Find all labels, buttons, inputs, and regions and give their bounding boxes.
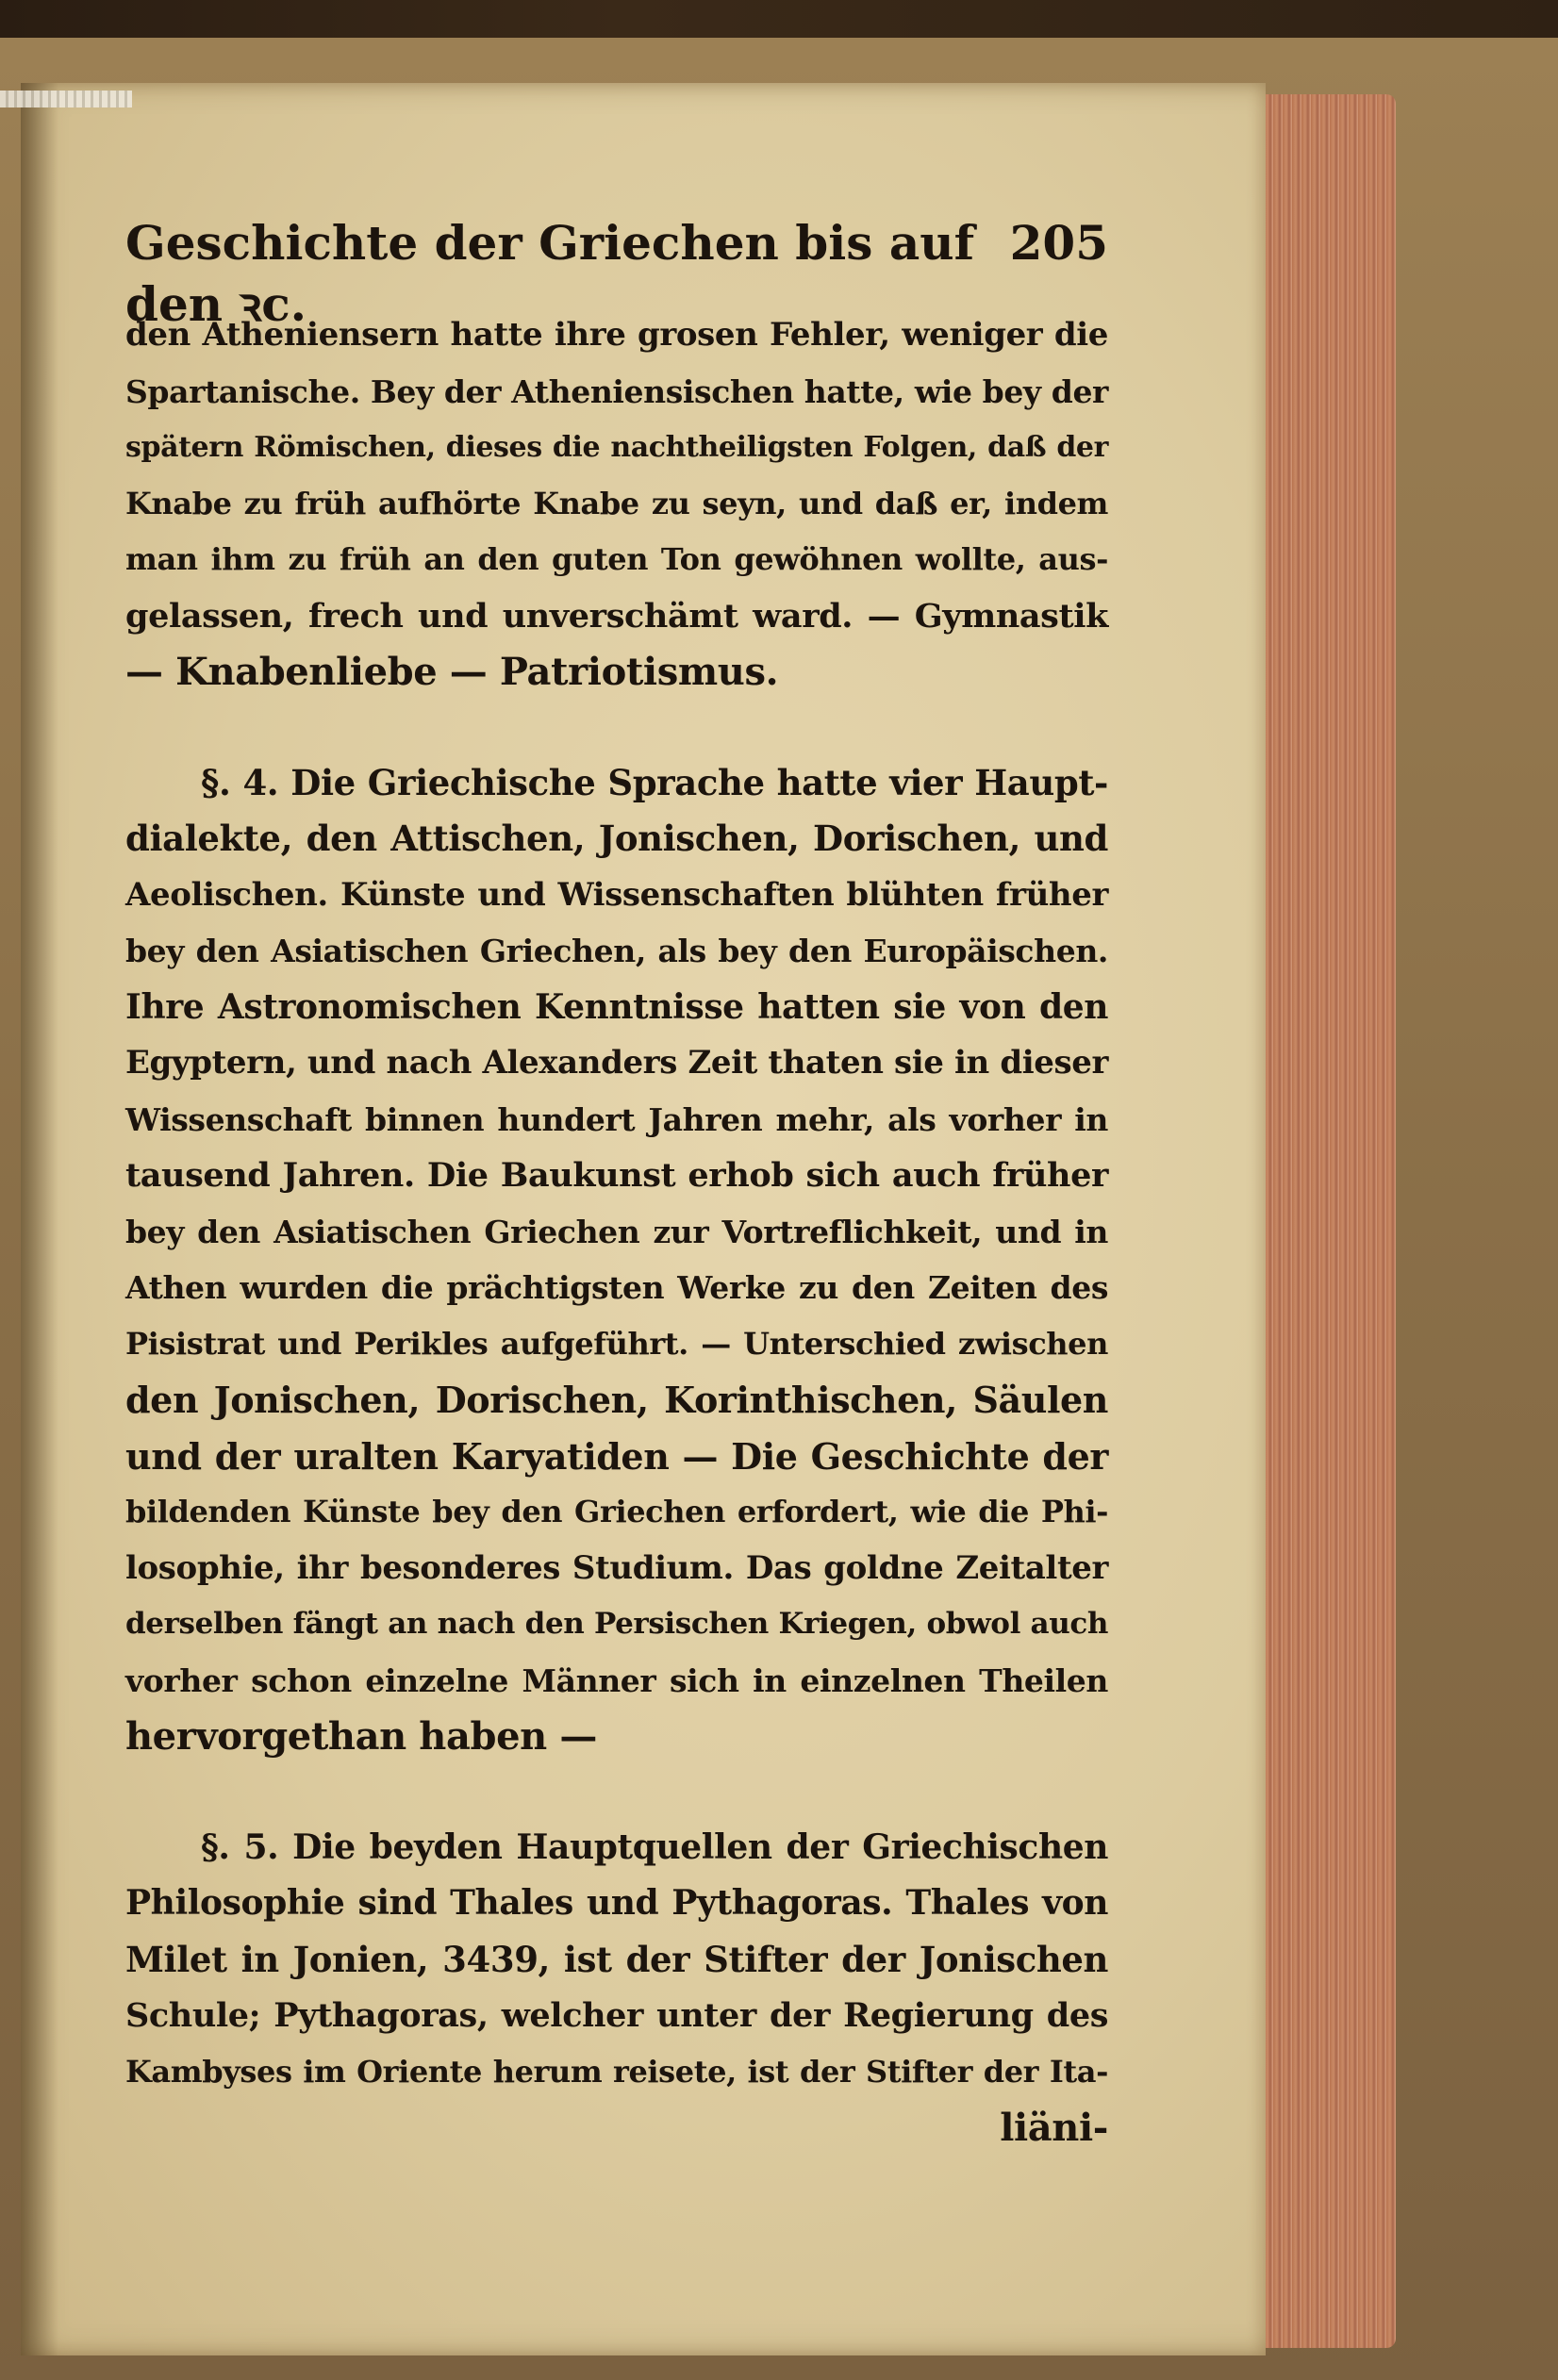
running-head (125, 215, 1108, 332)
text-line: den Jonischen, Dorischen, Korinthischen, Säulen (125, 1379, 1108, 1421)
text-line: hervorgethan haben — (125, 1714, 597, 1759)
text-line: Spartanische. Bey der Atheniensischen hatte, wie bey der (125, 372, 1109, 410)
paragraph-3 (125, 1820, 1108, 2101)
text-line: Kambyses im Oriente herum reisete, ist der Stifter der Ita- (125, 2053, 1108, 2090)
text-line: Ihre Astronomischen Kenntnisse hatten sie von den (125, 986, 1108, 1027)
text-line: den Atheniensern hatte ihre grosen Fehler, weniger die (125, 316, 1108, 354)
text-line: losophie, ihr besonderes Studium. Das goldne Zeitalter (125, 1548, 1108, 1587)
running-head-title: Geschichte der Griechen bis auf den ꝛc. (125, 215, 975, 332)
text-line: spätern Römischen, dieses die nachtheiligsten Folgen, daß der (125, 431, 1108, 464)
text-line: Wissenschaft binnen hundert Jahren mehr, als vorher in (125, 1100, 1108, 1138)
bookmark-ribbon (0, 91, 132, 107)
text-line: derselben fängt an nach den Persischen Kriegen, obwol auch (125, 1607, 1108, 1641)
text-line: §. 5. Die beyden Hauptquellen der Griechischen (201, 1826, 1108, 1867)
text-line: bildenden Künste bey den Griechen erfordert, wie die Phi- (125, 1494, 1108, 1529)
catchword: liäni- (1000, 2106, 1108, 2150)
text-line: Milet in Jonien, 3439, ist der Stifter der Jonischen (125, 1938, 1108, 1980)
text-line: Egyptern, und nach Alexanders Zeit thaten sie in dieser (125, 1044, 1108, 1082)
text-line: vorher schon einzelne Männer sich in einzelnen Theilen (125, 1661, 1108, 1699)
text-line: bey den Asiatischen Griechen zur Vortreflichkeit, und in (125, 1213, 1108, 1250)
text-line: — Knabenliebe — Patriotismus. (125, 650, 779, 694)
text-line: gelassen, frech und unverschämt ward. — Gymnastik (125, 596, 1108, 636)
text-line: §. 4. Die Griechische Sprache hatte vier Haupt- (201, 761, 1108, 803)
page-edges (1254, 94, 1396, 2348)
text-line: Philosophie sind Thales und Pythagoras. Thales von (125, 1883, 1108, 1923)
text-line: Athen wurden die prächtigsten Werke zu den Zeiten des (125, 1269, 1108, 1306)
paragraph-2 (125, 755, 1108, 1765)
text-line: Pisistrat und Perikles aufgeführt. — Unterschied zwischen (125, 1325, 1108, 1362)
text-line: und der uralten Karyatiden — Die Geschichte der (125, 1434, 1108, 1478)
text-line: man ihm zu früh an den guten Ton gewöhnen wollte, aus- (125, 541, 1108, 577)
text-line: bey den Asiatischen Griechen, als bey den Europäischen. (125, 933, 1108, 969)
paragraph-1 (125, 307, 1108, 701)
text-line: tausend Jahren. Die Baukunst erhob sich auch früher (125, 1156, 1108, 1195)
page-text-block (125, 215, 1108, 2157)
text-line: Knabe zu früh aufhörte Knabe zu seyn, und daß er, indem (125, 485, 1108, 521)
page-number: 205 (1009, 215, 1108, 271)
text-line: Aeolischen. Künste und Wissenschaften blühten früher (125, 875, 1108, 914)
text-line: dialekte, den Attischen, Jonischen, Dorischen, und (125, 818, 1108, 859)
gutter-shadow (21, 83, 58, 2355)
text-line: Schule; Pythagoras, welcher unter der Regierung des (125, 1996, 1108, 2035)
